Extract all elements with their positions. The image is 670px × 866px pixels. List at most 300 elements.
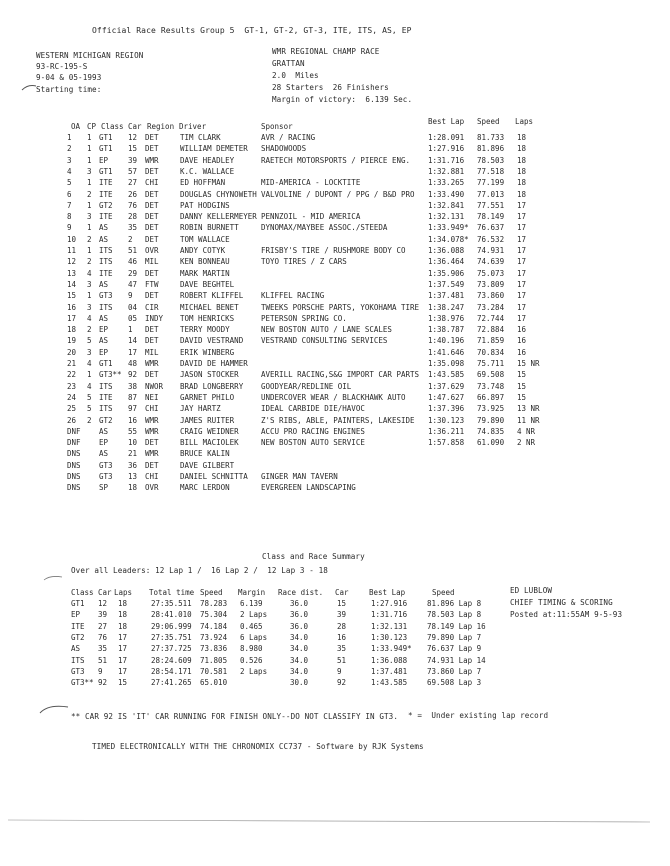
results-sponsor: ACCU PRO RACING ENGINES	[261, 426, 365, 436]
summary-best-speed: 79.890 Lap 7	[427, 632, 482, 642]
margin-of-victory: Margin of victory: 6.139 Sec.	[272, 95, 413, 104]
results-car: 92	[128, 370, 138, 380]
results-region: DET	[145, 212, 159, 222]
results-region: CHI	[145, 178, 159, 188]
col-sponsor: Sponsor	[261, 122, 293, 131]
results-car: 97	[128, 404, 138, 414]
results-sponsor: TWEEKS PORSCHE PARTS, YOKOHAMA TIRE	[261, 302, 420, 312]
summary-best-lap: 1:33.949*	[371, 644, 412, 654]
results-oa: 12	[67, 257, 77, 267]
results-driver: ROBERT KLIFFEL	[180, 291, 244, 301]
summary-laps: 18	[118, 610, 128, 620]
results-class: GT3**	[99, 370, 122, 380]
col-best-lap: Best Lap	[428, 117, 465, 126]
sum-col-speed2: Speed	[432, 588, 455, 597]
summary-margin: 0.465	[240, 621, 263, 631]
results-laps: 2 NR	[517, 438, 536, 448]
results-driver: MICHAEL BENET	[180, 302, 239, 312]
results-best-lap: 1:36.211	[428, 426, 465, 436]
results-driver: K.C. WALLACE	[180, 166, 235, 176]
results-class: EP	[99, 155, 109, 165]
results-cp: 2	[87, 325, 92, 335]
results-driver: BRAD LONGBERRY	[180, 381, 244, 391]
results-region: WMR	[145, 359, 159, 368]
results-laps: 18	[517, 155, 527, 165]
results-oa: 20	[67, 347, 77, 357]
results-driver: DAVE GILBERT	[180, 460, 235, 470]
results-speed: 81.733	[477, 133, 505, 142]
results-cp: 2	[87, 415, 92, 425]
results-cp: 2	[87, 189, 92, 199]
results-oa: 26	[67, 415, 77, 425]
results-speed: 78.503	[477, 155, 505, 165]
results-class: ITE	[99, 178, 113, 188]
summary-total-time: 27:37.725	[151, 644, 192, 654]
results-laps: 15	[517, 381, 527, 391]
results-sponsor: GINGER MAN TAVERN	[261, 472, 338, 481]
results-speed: 70.834	[477, 347, 505, 357]
results-driver: ED HOFFMAN	[180, 178, 226, 188]
results-speed: 75.711	[477, 359, 505, 368]
results-driver: PAT HODGINS	[180, 200, 230, 210]
results-oa: DNS	[67, 472, 81, 481]
lap-record-legend: * = Under existing lap record	[408, 711, 549, 720]
results-car: 57	[128, 166, 138, 176]
results-oa: DNS	[67, 483, 81, 493]
sum-col-margin: Margin	[238, 588, 266, 597]
summary-class: GT3**	[71, 678, 94, 688]
summary-total-time: 27:35.751	[151, 632, 192, 642]
summary-best-speed: 78.149 Lap 16	[427, 621, 486, 631]
results-region: DET	[145, 133, 159, 142]
results-class: ITS	[99, 381, 113, 391]
results-speed: 78.149	[477, 212, 505, 222]
results-best-lap: 1:36.464	[428, 257, 465, 267]
summary-best-car: 16	[337, 632, 347, 642]
col-speed: Speed	[477, 117, 500, 126]
summary-best-lap: 1:37.481	[371, 666, 408, 676]
summary-car: 9	[98, 666, 103, 676]
results-driver: TERRY MOODY	[180, 325, 230, 335]
results-class: GT1	[99, 359, 113, 368]
results-cp: 2	[87, 257, 92, 267]
results-sponsor: PETERSON SPRING CO.	[261, 313, 347, 323]
event-dates: 9-04 & 05-1993	[36, 73, 102, 82]
results-car: 14	[128, 336, 138, 346]
summary-race-dist: 36.0	[290, 610, 309, 620]
results-class: GT2	[99, 415, 113, 425]
results-region: OVR	[145, 246, 159, 255]
results-speed: 74.931	[477, 246, 505, 255]
results-cp: 3	[87, 212, 92, 222]
results-class: GT3	[99, 460, 113, 470]
results-oa: 16	[67, 302, 77, 312]
results-cp: 4	[87, 381, 92, 391]
summary-best-car: 28	[337, 621, 347, 631]
results-class: AS	[99, 336, 109, 346]
results-best-lap: 1:47.627	[428, 392, 465, 402]
results-laps: 16	[517, 336, 527, 346]
track-length: 2.0 Miles	[272, 71, 319, 80]
results-class: ITS	[99, 246, 113, 255]
results-driver: DAVE HEADLEY	[180, 155, 235, 165]
results-best-lap: 1:35.906	[428, 268, 465, 278]
summary-speed: 74.184	[200, 621, 228, 631]
results-class: ITS	[99, 257, 113, 267]
results-driver: TIM CLARK	[180, 133, 221, 142]
results-car: 10	[128, 438, 138, 448]
summary-car: 27	[98, 621, 108, 631]
results-best-lap: 1:41.646	[428, 347, 465, 357]
summary-best-car: 35	[337, 644, 347, 654]
results-laps: 15	[517, 392, 527, 402]
results-car: 46	[128, 257, 138, 267]
results-car: 9	[128, 291, 133, 301]
summary-class: ITS	[71, 655, 85, 665]
results-laps: 18	[517, 166, 527, 176]
results-best-lap: 1:27.916	[428, 144, 465, 154]
summary-best-lap: 1:30.123	[371, 632, 408, 642]
results-class: EP	[99, 325, 109, 335]
results-cp: 1	[87, 144, 92, 154]
results-car: 55	[128, 426, 138, 436]
results-oa: 13	[67, 268, 77, 278]
results-driver: JAY HARTZ	[180, 404, 221, 414]
track-name: GRATTAN	[272, 59, 305, 68]
results-driver: ERIK WINBERG	[180, 347, 235, 357]
results-best-lap: 1:37.549	[428, 279, 465, 289]
results-driver: JAMES RUITER	[180, 415, 235, 425]
results-cp: 1	[87, 178, 92, 188]
results-region: CHI	[145, 472, 159, 481]
sum-col-car: Car	[98, 588, 112, 597]
results-car: 12	[128, 133, 138, 142]
results-driver: DAVID DE HAMMER	[180, 359, 248, 368]
summary-margin: 2 Laps	[240, 666, 268, 676]
results-region: MIL	[145, 257, 159, 267]
results-best-lap: 1:34.078*	[428, 234, 469, 244]
sum-col-best: Best Lap	[369, 588, 406, 597]
results-sponsor: EVERGREEN LANDSCAPING	[261, 483, 356, 493]
results-oa: DNF	[67, 438, 81, 448]
results-region: DET	[145, 144, 159, 154]
summary-laps: 18	[118, 621, 128, 631]
results-car: 13	[128, 472, 138, 481]
sum-col-car2: Car	[335, 588, 349, 597]
summary-class: GT2	[71, 632, 85, 642]
results-best-lap: 1:37.481	[428, 291, 465, 301]
results-cp: 1	[87, 133, 92, 142]
results-laps: 17	[517, 291, 527, 301]
results-oa: 1	[67, 133, 72, 142]
results-class: ITE	[99, 189, 113, 199]
results-best-lap: 1:38.247	[428, 302, 465, 312]
results-car: 76	[128, 200, 138, 210]
summary-race-dist: 34.0	[290, 644, 309, 654]
summary-speed: 73.924	[200, 632, 228, 642]
col-car: Car	[128, 122, 142, 131]
results-cp: 2	[87, 234, 92, 244]
results-car: 27	[128, 178, 138, 188]
results-cp: 4	[87, 359, 92, 368]
summary-class: ITE	[71, 621, 85, 631]
results-best-lap: 1:30.123	[428, 415, 465, 425]
summary-car: 35	[98, 644, 108, 654]
summary-total-time: 28:24.609	[151, 655, 192, 665]
summary-speed: 65.010	[200, 678, 228, 688]
results-driver: ANDY COTYK	[180, 246, 226, 255]
summary-title: Class and Race Summary	[262, 552, 365, 561]
results-class: AS	[99, 426, 109, 436]
results-laps: 15	[517, 370, 527, 380]
results-class: ITE	[99, 268, 113, 278]
summary-best-lap: 1:36.088	[371, 655, 408, 665]
results-region: DET	[145, 291, 159, 301]
summary-best-speed: 74.931 Lap 14	[427, 655, 486, 665]
results-speed: 66.897	[477, 392, 505, 402]
results-driver: DANNY KELLERMEYER	[180, 212, 257, 222]
results-sponsor: DYNOMAX/MAYBEE ASSOC./STEEDA	[261, 223, 388, 233]
col-cp: CP	[87, 122, 97, 131]
results-region: DET	[145, 223, 159, 233]
results-oa: 7	[67, 200, 72, 210]
results-cp: 1	[87, 246, 92, 255]
col-laps: Laps	[515, 117, 534, 126]
results-speed: 71.859	[477, 336, 505, 346]
results-best-lap: 1:33.490	[428, 189, 465, 199]
results-laps: 17	[517, 234, 527, 244]
results-sponsor: VALVOLINE / DUPONT / PPG / B&D PRO	[261, 189, 415, 199]
summary-best-lap: 1:31.716	[371, 610, 408, 620]
results-oa: DNF	[67, 426, 81, 436]
results-speed: 73.925	[477, 404, 505, 414]
summary-race-dist: 34.0	[290, 632, 309, 642]
results-car: 47	[128, 279, 138, 289]
results-car: 16	[128, 415, 138, 425]
results-sponsor: SHADOWOODS	[261, 144, 307, 154]
results-speed: 79.890	[477, 415, 505, 425]
summary-race-dist: 36.0	[290, 621, 309, 631]
results-region: DET	[145, 200, 159, 210]
results-sponsor: VESTRAND CONSULTING SERVICES	[261, 336, 388, 346]
col-oa: OA	[71, 122, 81, 131]
results-region: OVR	[145, 483, 159, 493]
results-best-lap: 1:57.858	[428, 438, 465, 448]
results-class: AS	[99, 279, 109, 289]
official-title: CHIEF TIMING & SCORING	[510, 598, 613, 607]
results-oa: DNS	[67, 449, 81, 459]
results-car: 48	[128, 359, 138, 368]
summary-race-dist: 34.0	[290, 655, 309, 665]
results-speed: 72.744	[477, 313, 505, 323]
results-class: AS	[99, 313, 109, 323]
results-laps: 16	[517, 347, 527, 357]
results-oa: 23	[67, 381, 77, 391]
summary-total-time: 28:41.010	[151, 610, 192, 620]
summary-speed: 78.283	[200, 599, 228, 608]
results-oa: DNS	[67, 460, 81, 470]
results-laps: 16	[517, 325, 527, 335]
results-class: GT2	[99, 200, 113, 210]
results-class: AS	[99, 223, 109, 233]
results-oa: 6	[67, 189, 72, 199]
summary-best-car: 9	[337, 666, 342, 676]
summary-class: GT3	[71, 666, 85, 676]
results-region: WMR	[145, 449, 159, 459]
results-car: 05	[128, 313, 138, 323]
results-best-lap: 1:37.629	[428, 381, 465, 391]
results-driver: TOM HENRICKS	[180, 313, 235, 323]
results-class: ITS	[99, 404, 113, 414]
results-class: AS	[99, 449, 109, 459]
results-region: WMR	[145, 426, 159, 436]
results-cp: 1	[87, 291, 92, 301]
results-best-lap: 1:38.976	[428, 313, 465, 323]
summary-laps: 17	[118, 644, 128, 654]
results-driver: TOM WALLACE	[180, 234, 230, 244]
results-region: CIR	[145, 302, 159, 312]
results-laps: 18	[517, 133, 527, 142]
results-sponsor: GOODYEAR/REDLINE OIL	[261, 381, 352, 391]
summary-laps: 15	[118, 678, 128, 688]
summary-race-dist: 36.0	[290, 599, 309, 608]
results-cp: 1	[87, 200, 92, 210]
results-region: NEI	[145, 392, 159, 402]
results-oa: 21	[67, 359, 77, 368]
summary-best-lap: 1:43.585	[371, 678, 408, 688]
results-class: ITE	[99, 212, 113, 222]
results-speed: 69.508	[477, 370, 505, 380]
results-sponsor: MID-AMERICA - LOCKTITE	[261, 178, 361, 188]
results-region: DET	[145, 234, 159, 244]
summary-total-time: 27:35.511	[151, 599, 192, 608]
summary-best-car: 92	[337, 678, 347, 688]
summary-margin: 8.980	[240, 644, 263, 654]
col-class: Class	[101, 122, 124, 131]
results-oa: 18	[67, 325, 77, 335]
results-oa: 25	[67, 404, 77, 414]
results-laps: 18	[517, 189, 527, 199]
results-oa: 8	[67, 212, 72, 222]
results-oa: 11	[67, 246, 77, 255]
summary-class: GT1	[71, 599, 85, 608]
results-laps: 17	[517, 279, 527, 289]
results-laps: 13 NR	[517, 404, 540, 414]
results-laps: 17	[517, 268, 527, 278]
results-laps: 11 NR	[517, 415, 540, 425]
results-class: SP	[99, 483, 109, 493]
results-car: 29	[128, 268, 138, 278]
results-speed: 75.073	[477, 268, 505, 278]
results-class: EP	[99, 347, 109, 357]
results-car: 1	[128, 325, 133, 335]
results-cp: 1	[87, 223, 92, 233]
col-driver: Driver	[179, 122, 207, 131]
results-oa: 17	[67, 313, 77, 323]
results-driver: GARNET PHILO	[180, 392, 235, 402]
summary-best-speed: 78.503 Lap 8	[427, 610, 482, 620]
results-class: AS	[99, 234, 109, 244]
results-speed: 61.090	[477, 438, 505, 448]
timing-note: TIMED ELECTRONICALLY WITH THE CHRONOMIX CC737 - Software by RJK Systems	[92, 742, 424, 751]
results-region: DET	[145, 370, 159, 380]
results-best-lap: 1:32.131	[428, 212, 465, 222]
results-car: 39	[128, 155, 138, 165]
results-best-lap: 1:32.881	[428, 166, 465, 176]
summary-car: 76	[98, 632, 108, 642]
results-best-lap: 1:28.091	[428, 133, 465, 142]
starting-time-label: Starting time:	[36, 85, 102, 94]
results-speed: 76.637	[477, 223, 505, 233]
summary-best-speed: 69.508 Lap 3	[427, 678, 482, 688]
results-oa: 3	[67, 155, 72, 165]
results-class: GT3	[99, 472, 113, 481]
summary-best-car: 39	[337, 610, 347, 620]
results-sponsor: TOYO TIRES / Z CARS	[261, 257, 347, 267]
results-region: DET	[145, 268, 159, 278]
results-speed: 74.639	[477, 257, 505, 267]
results-sponsor: AVERILL RACING,S&G IMPORT CAR PARTS	[261, 370, 420, 380]
summary-total-time: 28:54.171	[151, 666, 192, 676]
summary-margin: 2 Laps	[240, 610, 268, 620]
race-name: WMR REGIONAL CHAMP RACE	[272, 47, 380, 56]
results-driver: JASON STOCKER	[180, 370, 239, 380]
results-best-lap: 1:43.585	[428, 370, 465, 380]
overall-leaders: Over all Leaders: 12 Lap 1 / 16 Lap 2 / 12 Lap 3 - 18	[71, 566, 328, 575]
results-class: EP	[99, 438, 109, 448]
results-cp: 4	[87, 313, 92, 323]
results-car: 15	[128, 144, 138, 154]
results-car: 26	[128, 189, 138, 199]
results-car: 35	[128, 223, 138, 233]
results-car: 28	[128, 212, 138, 222]
results-laps: 17	[517, 212, 527, 222]
results-speed: 77.551	[477, 200, 505, 210]
results-oa: 9	[67, 223, 72, 233]
results-laps: 18	[517, 144, 527, 154]
document-title: Official Race Results Group 5 GT-1, GT-2, GT-3, ITE, ITS, AS, EP	[92, 26, 412, 35]
results-driver: DANIEL SCHNITTA	[180, 472, 248, 481]
results-driver: MARC LERDON	[180, 483, 230, 493]
results-cp: 5	[87, 392, 92, 402]
footnote: ** CAR 92 IS 'IT' CAR RUNNING FOR FINISH ONLY--DO NOT CLASSIFY IN GT3.	[71, 712, 399, 721]
results-driver: DOUGLAS CHYNOWETH	[180, 189, 257, 199]
results-speed: 73.809	[477, 279, 505, 289]
results-car: 2	[128, 234, 133, 244]
results-oa: 5	[67, 178, 72, 188]
results-speed: 72.884	[477, 325, 505, 335]
summary-laps: 18	[118, 599, 128, 608]
results-class: ITE	[99, 392, 113, 402]
results-sponsor: Z'S RIBS, ABLE, PAINTERS, LAKESIDE	[261, 415, 415, 425]
results-sponsor: KLIFFEL RACING	[261, 291, 325, 301]
results-sponsor: NEW BOSTON AUTO SERVICE	[261, 438, 365, 448]
summary-car: 12	[98, 599, 108, 608]
results-speed: 73.284	[477, 302, 505, 312]
summary-best-lap: 1:27.916	[371, 599, 408, 608]
results-region: WMR	[145, 155, 159, 165]
results-laps: 17	[517, 302, 527, 312]
results-speed: 77.013	[477, 189, 505, 199]
results-driver: BRUCE KALIN	[180, 449, 230, 459]
summary-class: EP	[71, 610, 81, 620]
summary-best-lap: 1:32.131	[371, 621, 408, 631]
results-sponsor: RAETECH MOTORSPORTS / PIERCE ENG.	[261, 155, 411, 165]
results-oa: 24	[67, 392, 77, 402]
summary-laps: 17	[118, 632, 128, 642]
results-class: ITS	[99, 302, 113, 312]
col-region: Region	[147, 122, 175, 131]
